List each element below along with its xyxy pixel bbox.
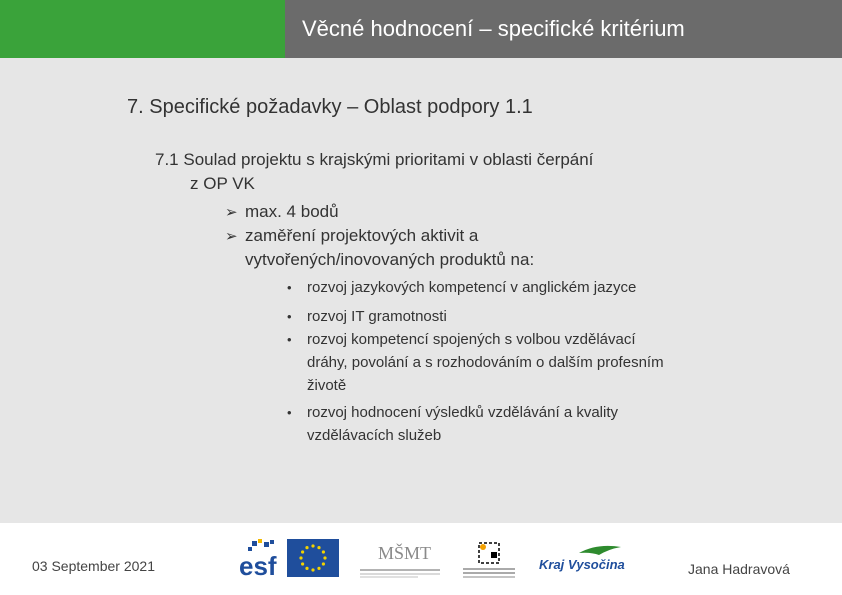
point-text-cont: vytvořených/inovovaných produktů na: (245, 250, 535, 269)
eu-flag-icon (287, 539, 339, 577)
bullet-list (287, 276, 767, 451)
list-item-text: rozvoj IT gramotnosti (307, 308, 447, 325)
list-item (287, 276, 767, 299)
section-heading (155, 148, 755, 196)
bullet-dot-icon: • (287, 309, 292, 324)
point-text: zaměření projektových aktivit a (245, 226, 479, 245)
list-item (287, 328, 767, 397)
slide-title: 7. Specifické požadavky – Oblast podpory 1.1 (127, 96, 533, 118)
header-title: Věcné hodnocení – specifické kritérium (302, 16, 685, 41)
esf-logo (238, 539, 284, 577)
kraj-vysocina-text: Kraj Vysočina (539, 557, 625, 572)
list-item-text: rozvoj kompetencí spojených s volbou vzdělávací (307, 331, 636, 348)
op-vk-logo (461, 537, 517, 581)
bullet-dot-icon: • (287, 332, 292, 347)
point-focus (225, 224, 534, 272)
point-max-points (225, 200, 339, 224)
msmt-logo (358, 537, 442, 581)
footer-date: 03 September 2021 (32, 558, 155, 574)
header-bar (0, 0, 842, 58)
list-item (287, 401, 767, 447)
arrow-bullet-icon: ➢ (225, 227, 238, 245)
list-item-text: rozvoj jazykových kompetencí v anglickém jazyce (307, 279, 637, 296)
esf-text: esf (239, 551, 277, 577)
arrow-bullet-icon: ➢ (225, 203, 238, 221)
slide-content (0, 58, 842, 523)
kraj-vysocina-logo (539, 543, 627, 577)
footer (0, 523, 842, 595)
section-heading-line2: z OP VK (190, 174, 255, 193)
list-item (287, 305, 767, 328)
bullet-dot-icon: • (287, 405, 292, 420)
list-item-text: rozvoj hodnocení výsledků vzdělávání a kvality (307, 404, 619, 421)
footer-author: Jana Hadravová (688, 561, 790, 577)
point-text: max. 4 bodů (245, 202, 339, 221)
list-item-text: vzdělávacích služeb (307, 427, 442, 444)
header-green-block (0, 0, 285, 58)
bullet-dot-icon: • (287, 280, 292, 295)
msmt-text: MŠMT (378, 543, 432, 563)
section-heading-line1: 7.1 Soulad projektu s krajskými prioritami v oblasti čerpání (155, 150, 594, 169)
list-item-text: dráhy, povolání a s rozhodováním o dalším profesním (307, 354, 664, 371)
list-item-text: životě (307, 377, 347, 394)
